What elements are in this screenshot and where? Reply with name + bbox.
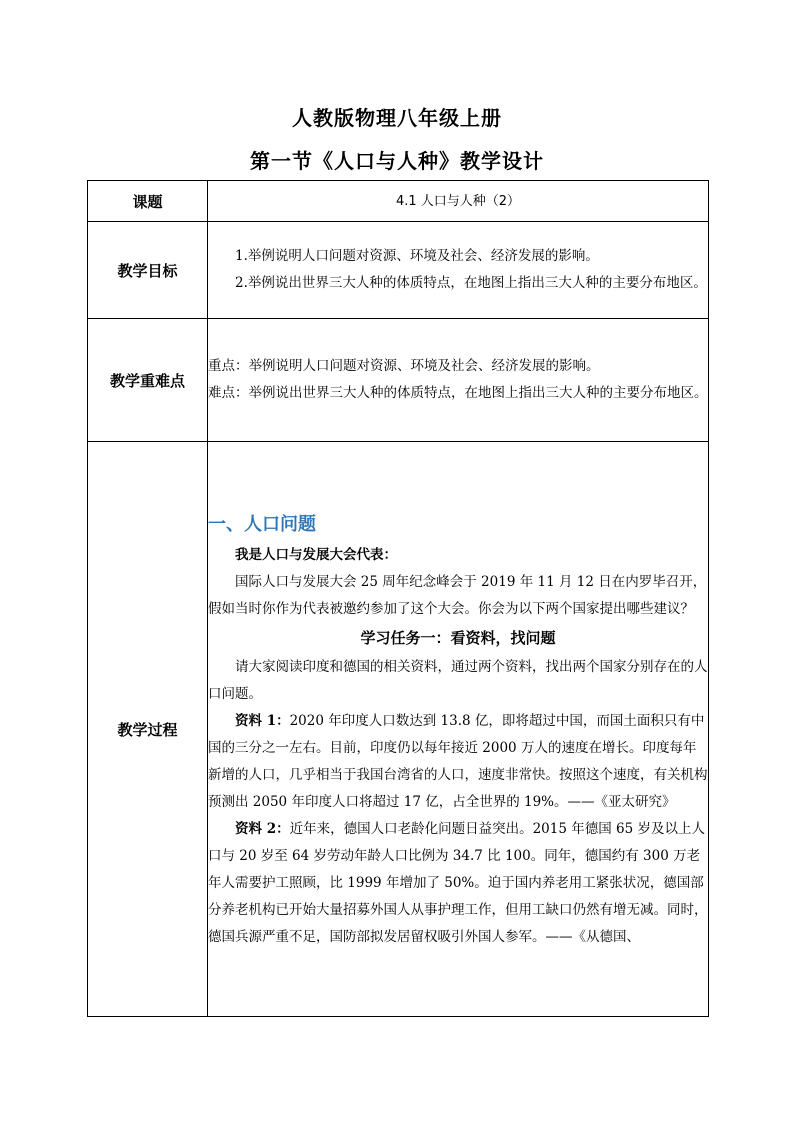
material-1 xyxy=(208,708,708,816)
topic-row xyxy=(88,181,709,222)
material-1-label: 资料 1： xyxy=(235,713,290,729)
lesson-title: 第一节《人口与人种》教学设计 xyxy=(250,149,544,173)
process-label: 教学过程 xyxy=(88,442,208,1017)
section-title: 一、人口问题 xyxy=(208,514,316,535)
topic-value: 4.1 人口与人种（2） xyxy=(208,181,709,222)
material-2-label: 资料 2： xyxy=(235,821,290,837)
key-points-label: 教学重难点 xyxy=(88,319,208,442)
key-points-row xyxy=(88,319,709,442)
key-point: 重点：举例说明人口问题对资源、环境及社会、经济发展的影响。 xyxy=(208,358,600,374)
role-heading: 我是人口与发展大会代表： xyxy=(235,547,397,563)
topic-label: 课题 xyxy=(88,181,208,222)
document-title: 人教版物理八年级上册 xyxy=(292,106,502,130)
task-title: 学习任务一：看资料，找问题 xyxy=(360,629,556,647)
lesson-plan-table xyxy=(87,180,709,1017)
goal-item: 1.举例说明人口问题对资源、环境及社会、经济发展的影响。 xyxy=(235,248,599,264)
task-description: 请大家阅读印度和德国的相关资料，通过两个资料，找出两个国家分别存在的人口问题。 xyxy=(208,659,708,702)
process-row xyxy=(88,442,709,1017)
key-points-content xyxy=(208,319,709,442)
material-2 xyxy=(208,816,708,951)
material-1-text: 2020 年印度人口数达到 13.8 亿，即将超过中国，而国土面积只有中国的三分之一左右。目前，印度仍以每年接近 2000 万人的速度在增长。印度每年新增的人口，几乎相当于我国台湾省的人口，速度非常快。按照这个速度，有关机构预测出 2050 年印度人口将超过 17 亿，占全世界的 19%。——《亚太研究》 xyxy=(208,713,708,810)
material-2-text: 近年来，德国人口老龄化问题日益突出。2015 年德国 65 岁及以上人口与 20 岁至 64 岁劳动年龄人口比例为 34.7 比 100。同年，德国约有 300 万老年人需要护工照顾，比 1999 年增加了 50%。迫于国内养老用工紧张状况，德国部分养老机构已开始大量招募外国人从事护理工作，但用工缺口仍然有增无减。同时，德国兵源严重不足，国防部拟发居留权吸引外国人参军。——《从德国、 xyxy=(208,821,708,945)
process-content xyxy=(208,442,709,1017)
goals-row xyxy=(88,222,709,319)
goal-item: 2.举例说出世界三大人种的体质特点，在地图上指出三大人种的主要分布地区。 xyxy=(235,275,707,291)
intro-paragraph: 国际人口与发展大会 25 周年纪念峰会于 2019 年 11 月 12 日在内罗毕召开，假如当时你作为代表被邀约参加了这个大会。你会为以下两个国家提出哪些建议？ xyxy=(208,574,707,617)
goals-content xyxy=(208,222,709,319)
difficult-point: 难点：举例说出世界三大人种的体质特点，在地图上指出三大人种的主要分布地区。 xyxy=(208,385,708,401)
goals-label: 教学目标 xyxy=(88,222,208,319)
